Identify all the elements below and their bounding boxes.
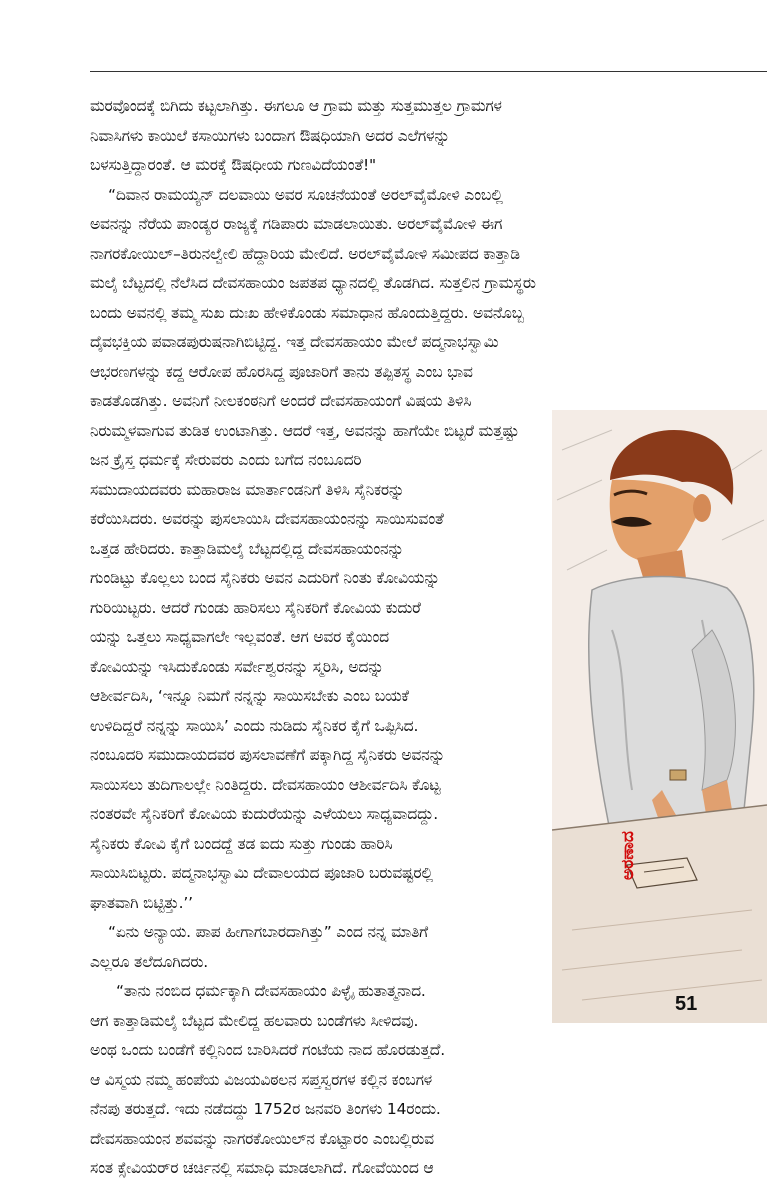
text-line: ಕರೆಯಿಸಿದರು. ಅವರನ್ನು ಪುಸಲಾಯಿಸಿ ದೇವಸಹಾಯಂನನ್ನು ಸಾಯಿಸುವಂತೆ [90, 510, 444, 528]
text-line: ಒತ್ತಡ ಹೇರಿದರು. ಕಾತ್ತಾಡಿಮಲೈ ಬೆಟ್ಟದಲ್ಲಿದ್ದ ದೇವಸಹಾಯಂನನ್ನು [90, 539, 404, 558]
text-line: ಯನ್ನು ಒತ್ತಲು ಸಾಧ್ಯವಾಗಲೇ ಇಲ್ಲವಂತೆ. ಆಗ ಅವರ ಕೈಯಿಂದ [90, 628, 389, 646]
text-line: ಸಮುದಾಯದವರು ಮಹಾರಾಜ ಮಾರ್ತಾಂಡನಿಗೆ ತಿಳಿಸಿ ಸೈನಿಕರನ್ನು [90, 480, 405, 499]
illustration [552, 410, 767, 1023]
text-line: ಎಲ್ಲರೂ ತಲೆದೂಗಿದರು. [90, 952, 208, 971]
text-line: ಘಾತವಾಗಿ ಬಿಟ್ಟಿತ್ತು.’’ [90, 893, 193, 912]
text-line: ದೇವಸಹಾಯಂನ ಶವವನ್ನು ನಾಗರಕೋಯಿಲ್‌ನ ಕೊಟ್ಟಾರಂ ಎಂಬಲ್ಲಿರುವ [90, 1129, 434, 1148]
text-line: ಆ ವಿಸ್ಮಯ ನಮ್ಮ ಹಂಪೆಯ ವಿಜಯವಿಠಲನ ಸಪ್ತಸ್ವರಗಳ ಕಲ್ಲಿನ ಕಂಬಗಳ [90, 1070, 433, 1089]
text-line: ನಿರುಮ್ಮಳವಾಗುವ ತುಡಿತ ಉಂಟಾಗಿತ್ತು. ಆದರೆ ಇತ್ತ, ಅವನನ್ನು ಹಾಗೆಯೇ ಬಿಟ್ಟರೆ ಮತ್ತಷ್ಟು [90, 421, 519, 440]
text-line: ಆಭರಣಗಳನ್ನು ಕದ್ದ ಆರೋಪ ಹೊರಸಿದ್ದ ಪೂಜಾರಿಗೆ ತಾನು ತಪ್ಪಿತಸ್ಥ ಎಂಬ ಭಾವ [90, 362, 473, 381]
text-line: ಅಂಥ ಒಂದು ಬಂಡೆಗೆ ಕಲ್ಲಿನಿಂದ ಬಾರಿಸಿದರೆ ಗಂಟೆಯ ನಾದ ಹೊರಡುತ್ತದೆ. [90, 1041, 445, 1059]
text-line: ಬಂದು ಅವನಲ್ಲಿ ತಮ್ಮ ಸುಖ ದುಃಖ ಹೇಳಿಕೊಂಡು ಸಮಾಧಾನ ಹೊಂದುತ್ತಿದ್ದರು. ಅವನೊಬ್ಬ [90, 303, 524, 322]
text-line: ಉಳಿದಿದ್ದರೆ ನನ್ನನ್ನು ಸಾಯಿಸಿ’ ಎಂದು ನುಡಿದು ಸೈನಿಕರ ಕೈಗೆ ಒಪ್ಪಿಸಿದ. [90, 716, 419, 735]
text-line: ಕೋವಿಯನ್ನು ಇಸಿದುಕೊಂಡು ಸರ್ವೇಶ್ವರನನ್ನು ಸ್ಮರಿಸಿ, ಅದನ್ನು [90, 657, 384, 676]
text-line: ನಿವಾಸಿಗಳು ಕಾಯಿಲೆ ಕಸಾಯಿಗಳು ಬಂದಾಗ ಔಷಧಿಯಾಗಿ ಅದರ ಎಲೆಗಳನ್ನು [90, 126, 450, 145]
text-line: ಗುಂಡಿಟ್ಟು ಕೊಲ್ಲಲು ಬಂದ ಸೈನಿಕರು ಅವನ ಎದುರಿಗೆ ನಿಂತು ಕೋವಿಯನ್ನು [90, 569, 440, 587]
text-line: ಸಾಯಿಸಿಬಿಟ್ಟರು. ಪದ್ಮನಾಭಸ್ವಾಮಿ ದೇವಾಲಯದ ಪೂಜಾರಿ ಬರುವಷ್ಟರಲ್ಲಿ [90, 864, 433, 882]
text-line: ಜನ ಕ್ರೈಸ್ತ ಧರ್ಮಕ್ಕೆ ಸೇರುವರು ಎಂದು ಬಗೆದ ನಂಬೂದರಿ [90, 451, 362, 469]
text-line: ಮರವೊಂದಕ್ಕೆ ಬಿಗಿದು ಕಟ್ಟಲಾಗಿತ್ತು. ಈಗಲೂ ಆ ಗ್ರಾಮ ಮತ್ತು ಸುತ್ತಮುತ್ತಲ ಗ್ರಾಮಗಳ [90, 97, 502, 115]
text-line: ಬಳಸುತ್ತಿದ್ದಾರಂತೆ. ಆ ಮರಕ್ಕೆ ಔಷಧೀಯ ಗುಣವಿದೆಯಂತೆ!" [90, 156, 376, 174]
text-line: ಸಾಯಿಸಲು ತುದಿಗಾಲಲ್ಲೇ ನಿಂತಿದ್ದರು. ದೇವಸಹಾಯಂ ಆಶೀರ್ವದಿಸಿ ಕೊಟ್ಟ [90, 775, 441, 794]
text-line: ದೈವಭಕ್ತಿಯ ಪವಾಡಪುರುಷನಾಗಿಬಿಟ್ಟಿದ್ದ. ಇತ್ತ ದೇವಸಹಾಯಂ ಮೇಲೆ ಪದ್ಮನಾಭಸ್ವಾಮಿ [90, 333, 499, 351]
text-line: ನಂತರವೇ ಸೈನಿಕರಿಗೆ ಕೋವಿಯ ಕುದುರೆಯನ್ನು ಎಳೆಯಲು ಸಾಧ್ಯವಾದದ್ದು. [90, 805, 438, 823]
text-line: ಸೈನಿಕರು ಕೋವಿ ಕೈಗೆ ಬಂದದ್ದೆ ತಡ ಐದು ಸುತ್ತು ಗುಂಡು ಹಾರಿಸಿ [90, 834, 393, 853]
text-line: ಸಂತ ಕ್ಸೇವಿಯರ್‌ರ ಚರ್ಚಿನಲ್ಲಿ ಸಮಾಧಿ ಮಾಡಲಾಗಿದೆ. ಗೋವೆಯಿಂದ ಆ [90, 1159, 434, 1177]
text-line: ಆಗ ಕಾತ್ತಾಡಿಮಲೈ ಬೆಟ್ಟದ ಮೇಲಿದ್ದ ಹಲವಾರು ಬಂಡೆಗಳು ಸೀಳಿದವು. [90, 1011, 419, 1030]
text-line: ಕಾಡತೊಡಗಿತ್ತು. ಅವನಿಗೆ ನೀಲಕಂಠನಿಗೆ ಅಂದರೆ ದೇವಸಹಾಯಂಗೆ ವಿಷಯ ತಿಳಿಸಿ [90, 392, 472, 410]
page-number: 51 [675, 993, 698, 1015]
header-rule [90, 71, 767, 72]
text-line: ಮಲೈ ಬೆಟ್ಟದಲ್ಲಿ ನೆಲೆಸಿದ ದೇವಸಹಾಯಂ ಜಪತಪ ಧ್ಯಾನದಲ್ಲಿ ತೊಡಗಿದ. ಸುತ್ತಲಿನ ಗ್ರಾಮಸ್ಥರು [90, 274, 536, 292]
text-line: ಗುರಿಯಿಟ್ಟರು. ಆದರೆ ಗುಂಡು ಹಾರಿಸಲು ಸೈನಿಕರಿಗೆ ಕೋವಿಯ ಕುದುರೆ [90, 598, 421, 617]
artist-signature: ಅರಣಾದ [618, 831, 638, 880]
text-line: “ಏನು ಅನ್ಯಾಯ. ಪಾಪ ಹೀಗಾಗಬಾರದಾಗಿತ್ತು” ಎಂದ ನನ್ನ ಮಾತಿಗೆ [108, 923, 428, 941]
text-line: ನೆನಪು ತರುತ್ತದೆ. ಇದು ನಡೆದದ್ದು 1752ರ ಜನವರಿ ತಿಂಗಳು 14ರಂದು. [90, 1100, 441, 1118]
text-line: ನಂಬೂದರಿ ಸಮುದಾಯದವರ ಪುಸಲಾವಣೆಗೆ ಪಕ್ಕಾಗಿದ್ದ ಸೈನಿಕರು ಅವನನ್ನು [90, 746, 446, 764]
body-text-full-width [90, 92, 658, 446]
text-line: “ತಾನು ನಂಬಿದ ಧರ್ಮಕ್ಕಾಗಿ ದೇವಸಹಾಯಂ ಪಿಳ್ಳೈ ಹುತಾತ್ಮನಾದ. [116, 982, 426, 1000]
text-line: ನಾಗರಕೋಯಿಲ್–ತಿರುನಲ್ವೇಲಿ ಹೆದ್ದಾರಿಯ ಮೇಲಿದೆ. ಅರಲ್‌ವೈಮೋಳಿ ಸಮೀಪದ ಕಾತ್ತಾಡಿ [90, 244, 520, 263]
body-text-narrow [90, 446, 540, 1184]
text-line: “ದಿವಾನ ರಾಮಯ್ಯನ್ ದಲವಾಯಿ ಅವರ ಸೂಚನೆಯಂತೆ ಅರಲ್‌ವೈಮೋಳಿ ಎಂಬಲ್ಲಿ [108, 185, 503, 204]
text-line: ಅವನನ್ನು ನೆರೆಯ ಪಾಂಡ್ಯರ ರಾಜ್ಯಕ್ಕೆ ಗಡಿಪಾರು ಮಾಡಲಾಯಿತು. ಅರಲ್‌ವೈಮೋಳಿ ಈಗ [90, 215, 503, 233]
text-line: ಆಶೀರ್ವದಿಸಿ, ‘ಇನ್ನೂ ನಿಮಗೆ ನನ್ನನ್ನು ಸಾಯಿಸಬೇಕು ಎಂಬ ಬಯಕೆ [90, 687, 409, 705]
